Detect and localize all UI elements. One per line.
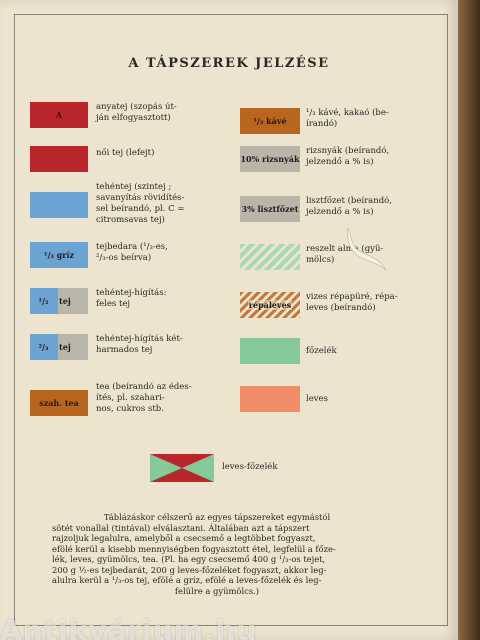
- desc-line: ján elfogyasztott): [96, 113, 171, 123]
- swatch-label: répaleves: [248, 300, 292, 310]
- swatch-grey-rizsnyak: [240, 146, 300, 172]
- swatch-red-a: [30, 102, 88, 128]
- swatch-label: ¹/₃ gríz: [43, 250, 75, 260]
- desc-line: jelzendő a % is): [306, 157, 374, 167]
- page-title: A TÁPSZEREK JELZÉSE: [128, 56, 330, 71]
- legend-item-leves: [240, 386, 440, 412]
- swatch-label: 3% lisztfőzet: [241, 204, 299, 214]
- explanatory-note: [52, 512, 382, 596]
- swatch-green: [240, 338, 300, 364]
- note-line: sötét vonallal (tintával) elválasztani. Általában azt a tápszert: [52, 522, 310, 533]
- desc-line: lisztfőzet (beírandó,: [306, 196, 392, 206]
- desc-line: anyatej (szopás út-: [96, 102, 177, 112]
- legend-desc: [306, 146, 446, 168]
- desc-line: ²/₃-os beírva): [96, 253, 152, 263]
- desc-line: tehéntej-hígítás:: [96, 288, 167, 298]
- desc-line: írandó): [306, 119, 338, 129]
- legend-item-feles-tej: [30, 288, 230, 314]
- desc-line: feles tej: [96, 299, 131, 309]
- desc-line: leves: [306, 394, 328, 404]
- note-line: efölé kerül a kisebb mennyiségben fogyasztott étel, legfelül a főze-: [52, 543, 336, 554]
- desc-line: jelzendő a % is): [306, 207, 374, 217]
- desc-line: rizsnyák (beírandó,: [306, 146, 390, 156]
- swatch-label: A: [55, 110, 63, 120]
- desc-line: tehéntej-hígítás két-: [96, 334, 183, 344]
- swatch-text: [30, 288, 88, 314]
- swatch-label-right: tej: [59, 296, 71, 306]
- note-line: felülre a gyümölcs.): [174, 585, 260, 596]
- legend-item-tejbedara: [30, 242, 230, 268]
- legend-item-leves-fozelek: [150, 454, 350, 482]
- desc-line: női tej (lefejt): [96, 148, 155, 158]
- desc-line: ítés, pl. szahari-: [96, 393, 165, 403]
- desc-line: sel beírandó, pl. C =: [96, 204, 185, 214]
- swatch-red: [30, 146, 88, 172]
- legend-desc: [96, 182, 236, 226]
- swatch-combo-bowtie: [150, 454, 214, 482]
- desc-line: mölcs): [306, 255, 335, 265]
- legend-item-lisztfozet: [240, 196, 440, 222]
- desc-line: főzelék: [306, 346, 337, 356]
- desc-line: reszelt alma (gyü-: [306, 244, 384, 254]
- swatch-salmon: [240, 386, 300, 412]
- swatch-split-half: [30, 288, 88, 314]
- swatch-grey-lisztfozet: [240, 196, 300, 222]
- legend-desc: [306, 346, 446, 357]
- swatch-label-right: tej: [59, 342, 71, 352]
- swatch-hatched-brown: [240, 292, 300, 318]
- legend-item-tehentej: [30, 182, 230, 225]
- note-line: alulra kerül a ¹/₃-os tej, efölé a gríz, efölé a leves-főzelék és leg-: [52, 575, 322, 585]
- desc-line: tejbedara (¹/₃-es,: [96, 242, 168, 252]
- legend-desc: [96, 242, 236, 264]
- swatch-label: 10% rizsnyák: [240, 154, 300, 164]
- legend-desc: [96, 334, 236, 356]
- legend-item-repaleves: [240, 292, 440, 318]
- legend-item-ketharmados-tej: [30, 334, 230, 360]
- legend-desc: [306, 394, 446, 405]
- desc-line: ¹/₃ kávé, kakaó (be-: [306, 108, 389, 118]
- desc-line: harmados tej: [96, 345, 153, 355]
- note-line: rajzoljuk legalulra, amelyből a csecsemő a legtöbbet fogyaszt,: [52, 533, 316, 543]
- legend-item-kave: [240, 108, 440, 134]
- legend-desc: [96, 102, 236, 124]
- legend-desc: [306, 108, 446, 130]
- swatch-blue: [30, 192, 88, 218]
- swatch-blue-griz: [30, 242, 88, 268]
- desc-line: savanyítás rövidítés-: [96, 193, 185, 203]
- note-line: lék, leves, gyümölcs, tea. (Pl. ha egy csecsemő 400 g ¹/₃-os tejet,: [52, 554, 326, 564]
- legend-item-rizsnyak: [240, 146, 440, 172]
- legend-desc: [96, 288, 236, 310]
- legend-item-noi-tej: [30, 146, 230, 172]
- legend-desc: [96, 148, 236, 159]
- desc-line: vizes répapüré, répa-: [306, 292, 398, 302]
- legend-item-anyatej: [30, 102, 230, 128]
- desc-line: tehéntej (szintej ;: [96, 182, 172, 192]
- book-edge: [458, 0, 480, 640]
- swatch-text: [30, 334, 88, 360]
- swatch-label-left: ²/₃: [38, 342, 49, 352]
- note-line: 200 g ½-es tejbedarát, 200 g leves-főzeléket fogyaszt, akkor leg-: [52, 564, 327, 575]
- desc-line: tea (beírandó az édes-: [96, 382, 192, 392]
- watermark-logo: Antikvárium.hu: [0, 614, 258, 640]
- legend-item-tea: [30, 382, 230, 416]
- legend-desc: [96, 382, 236, 415]
- swatch-hatched-green: [240, 244, 300, 270]
- legend-desc: leves-főzelék: [222, 462, 278, 472]
- desc-line: leves (beírandó): [306, 303, 376, 313]
- note-line: Táblázáskor célszerű az egyes tápszereket egymástól: [103, 512, 331, 522]
- legend-item-fozelek: [240, 338, 440, 364]
- swatch-label: szah. tea: [39, 398, 79, 408]
- swatch-split-twothirds: [30, 334, 88, 360]
- swatch-label: ¹/₃ kávé: [253, 116, 287, 126]
- desc-line: citromsavas tej): [96, 215, 165, 225]
- legend-desc: [306, 292, 446, 314]
- legend-desc: [306, 196, 446, 218]
- swatch-brown-tea: [30, 390, 88, 416]
- swatch-label-left: ¹/₂: [38, 296, 49, 306]
- swatch-brown-kave: [240, 108, 300, 134]
- desc-line: nos, cukros stb.: [96, 404, 164, 414]
- paper-tear: [338, 226, 394, 278]
